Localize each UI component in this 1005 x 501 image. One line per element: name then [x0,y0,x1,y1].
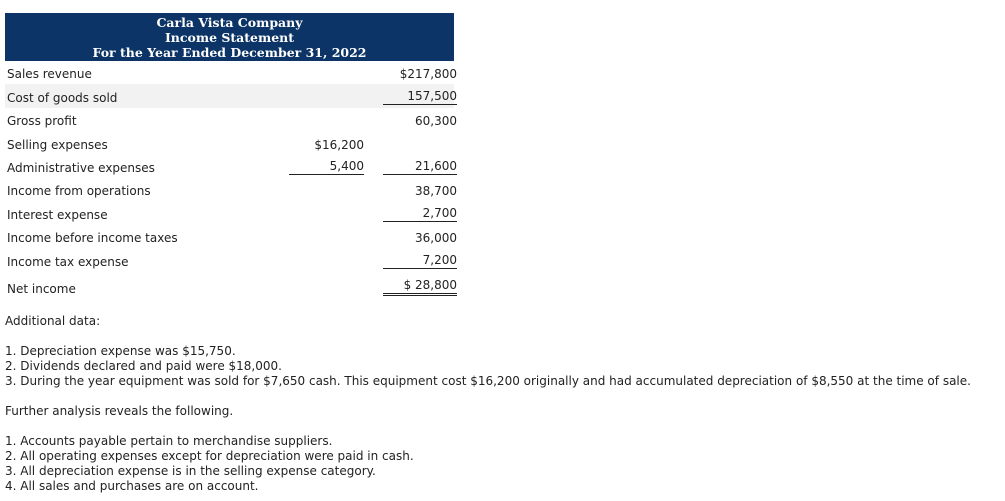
further-analysis-heading: Further analysis reveals the following. [5,404,234,418]
row-amount: 60,300 [415,114,457,129]
list-item: 4. All sales and purchases are on account. [5,479,259,493]
row-sub-amount: 5,400 [289,159,364,175]
list-item: 3. All depreciation expense is in the selling expense category. [5,464,376,478]
row-gross-profit [5,108,457,131]
row-cost-of-goods-sold [5,84,457,107]
row-amount: 21,600 [383,159,457,175]
row-label: Income tax expense [7,254,129,269]
income-statement [5,13,457,299]
row-label: Gross profit [7,114,77,129]
list-item: 3. During the year equipment was sold for $7,650 cash. This equipment cost $16,200 originally and had accumulated depreciation of $8,550 at the time of sale. [5,374,971,388]
row-label: Interest expense [7,207,108,222]
row-amount: 2,700 [383,206,457,222]
row-amount: $ 28,800 [383,278,457,296]
notes-section [5,314,995,494]
row-sales-revenue [5,61,457,84]
list-item: 1. Accounts payable pertain to merchandise suppliers. [5,434,333,448]
row-label: Income from operations [7,184,151,199]
company-name: Carla Vista Company [156,15,303,30]
row-income-from-operations [5,178,457,201]
list-item: 1. Depreciation expense was $15,750. [5,344,236,358]
statement-header [5,13,454,61]
row-label: Sales revenue [7,67,92,82]
row-sub-amount: $16,200 [314,137,364,152]
row-label: Cost of goods sold [7,90,118,105]
row-net-income [5,272,457,299]
row-amount: $217,800 [399,67,457,82]
further-analysis-list [5,434,995,494]
row-amount: 38,700 [415,184,457,199]
row-administrative-expenses [5,155,457,178]
row-amount: 157,500 [383,89,457,105]
additional-data-heading: Additional data: [5,314,101,328]
row-amount: 36,000 [415,231,457,246]
row-label: Administrative expenses [7,160,155,175]
row-income-before-taxes [5,225,457,248]
additional-data-list [5,344,995,389]
row-income-tax-expense [5,248,457,271]
row-label: Income before income taxes [7,231,178,246]
statement-title: Income Statement [164,30,295,45]
row-amount: 7,200 [383,253,457,269]
statement-period: For the Year Ended December 31, 2022 [92,45,367,60]
list-item: 2. Dividends declared and paid were $18,000. [5,359,282,373]
row-interest-expense [5,201,457,224]
row-label: Selling expenses [7,137,108,152]
row-selling-expenses [5,131,454,154]
list-item: 2. All operating expenses except for depreciation were paid in cash. [5,449,414,463]
row-label: Net income [7,281,76,296]
